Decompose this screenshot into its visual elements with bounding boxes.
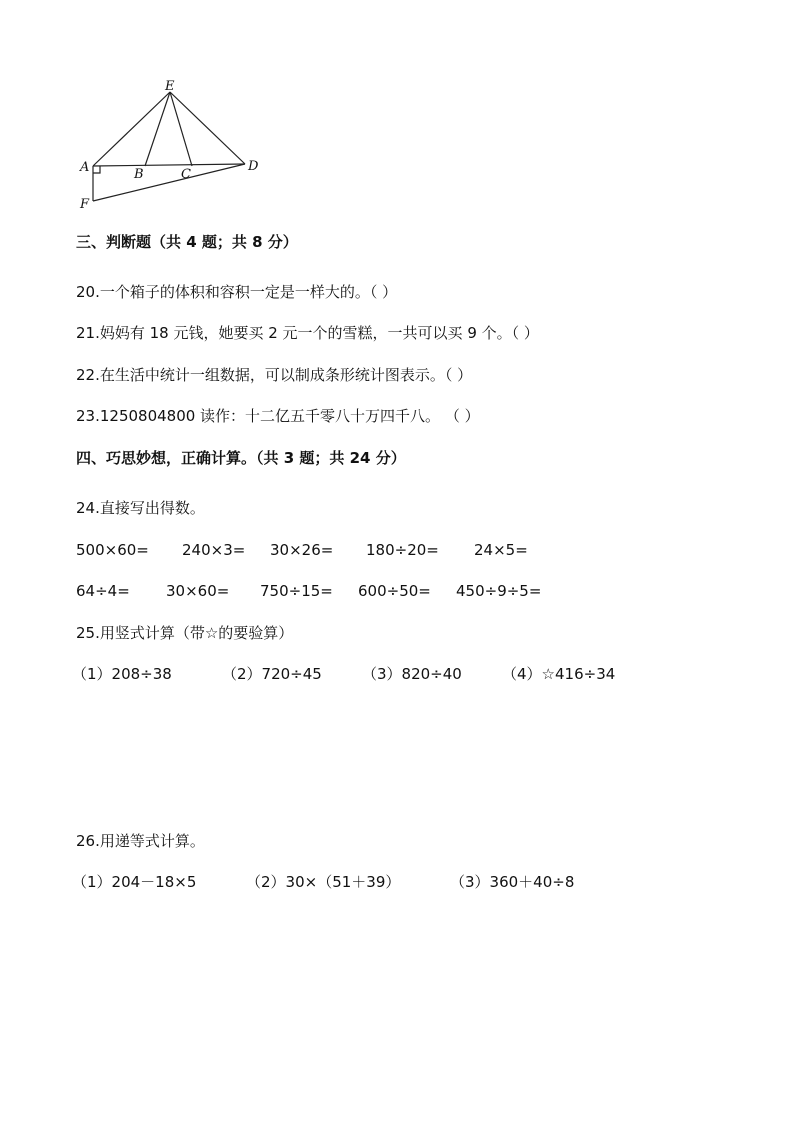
q24-r1-item: 500×60= (76, 541, 149, 559)
q25-items (72, 664, 615, 684)
right-angle-mark (93, 166, 100, 173)
q24-r2-item: 450÷9÷5= (456, 582, 542, 600)
q24-r2-item: 750÷15= (260, 582, 333, 600)
q26-items (72, 872, 574, 892)
q25-item: （4）☆416÷34 (502, 665, 616, 683)
segment-fd (93, 164, 245, 201)
q24-r1-item: 24×5= (474, 541, 528, 559)
section-4-title: 四、巧思妙想，正确计算。（共 3 题；共 24 分） (76, 449, 406, 467)
question-21: 21.妈妈有 18 元钱，她要买 2 元一个的雪糕，一共可以买 9 个。（ ） (76, 324, 539, 342)
segment-eb (145, 92, 170, 166)
q24-r1-item: 30×26= (270, 541, 334, 559)
q24-r1-item: 240×3= (182, 541, 246, 559)
section-3-title: 三、判断题（共 4 题；共 8 分） (76, 233, 298, 251)
question-20: 20.一个箱子的体积和容积一定是一样大的。（ ） (76, 283, 398, 301)
figure-lines (93, 92, 245, 201)
q25-item: （1）208÷38 (72, 665, 172, 683)
question-22: 22.在生活中统计一组数据，可以制成条形统计图表示。（ ） (76, 366, 473, 384)
q25-item: （3）820÷40 (362, 665, 462, 683)
q26-item: （1）204－18×5 (72, 873, 197, 891)
point-label-f: F (80, 197, 90, 212)
point-label-c: C (181, 167, 191, 182)
q25-item: （2）720÷45 (222, 665, 322, 683)
q24-row-1 (76, 540, 528, 560)
q26-item: （3）360＋40÷8 (450, 873, 575, 891)
question-23: 23.1250804800 读作：十二亿五千零八十万四千八。 （ ） (76, 407, 480, 425)
segment-ad (93, 164, 245, 166)
point-label-a: A (80, 160, 90, 175)
segment-ea (93, 92, 170, 166)
point-label-d: D (248, 159, 259, 174)
point-label-b: B (134, 167, 144, 182)
question-25-prompt: 25.用竖式计算（带☆的要验算） (76, 624, 294, 642)
point-label-e: E (165, 79, 175, 94)
q24-r2-item: 30×60= (166, 582, 230, 600)
geometry-figure (70, 78, 270, 218)
question-24-prompt: 24.直接写出得数。 (76, 499, 205, 517)
q24-r2-item: 64÷4= (76, 582, 130, 600)
q24-r1-item: 180÷20= (366, 541, 439, 559)
q24-row-2 (76, 581, 541, 601)
question-26-prompt: 26.用递等式计算。 (76, 832, 205, 850)
q24-r2-item: 600÷50= (358, 582, 431, 600)
q26-item: （2）30×（51＋39） (246, 873, 401, 891)
